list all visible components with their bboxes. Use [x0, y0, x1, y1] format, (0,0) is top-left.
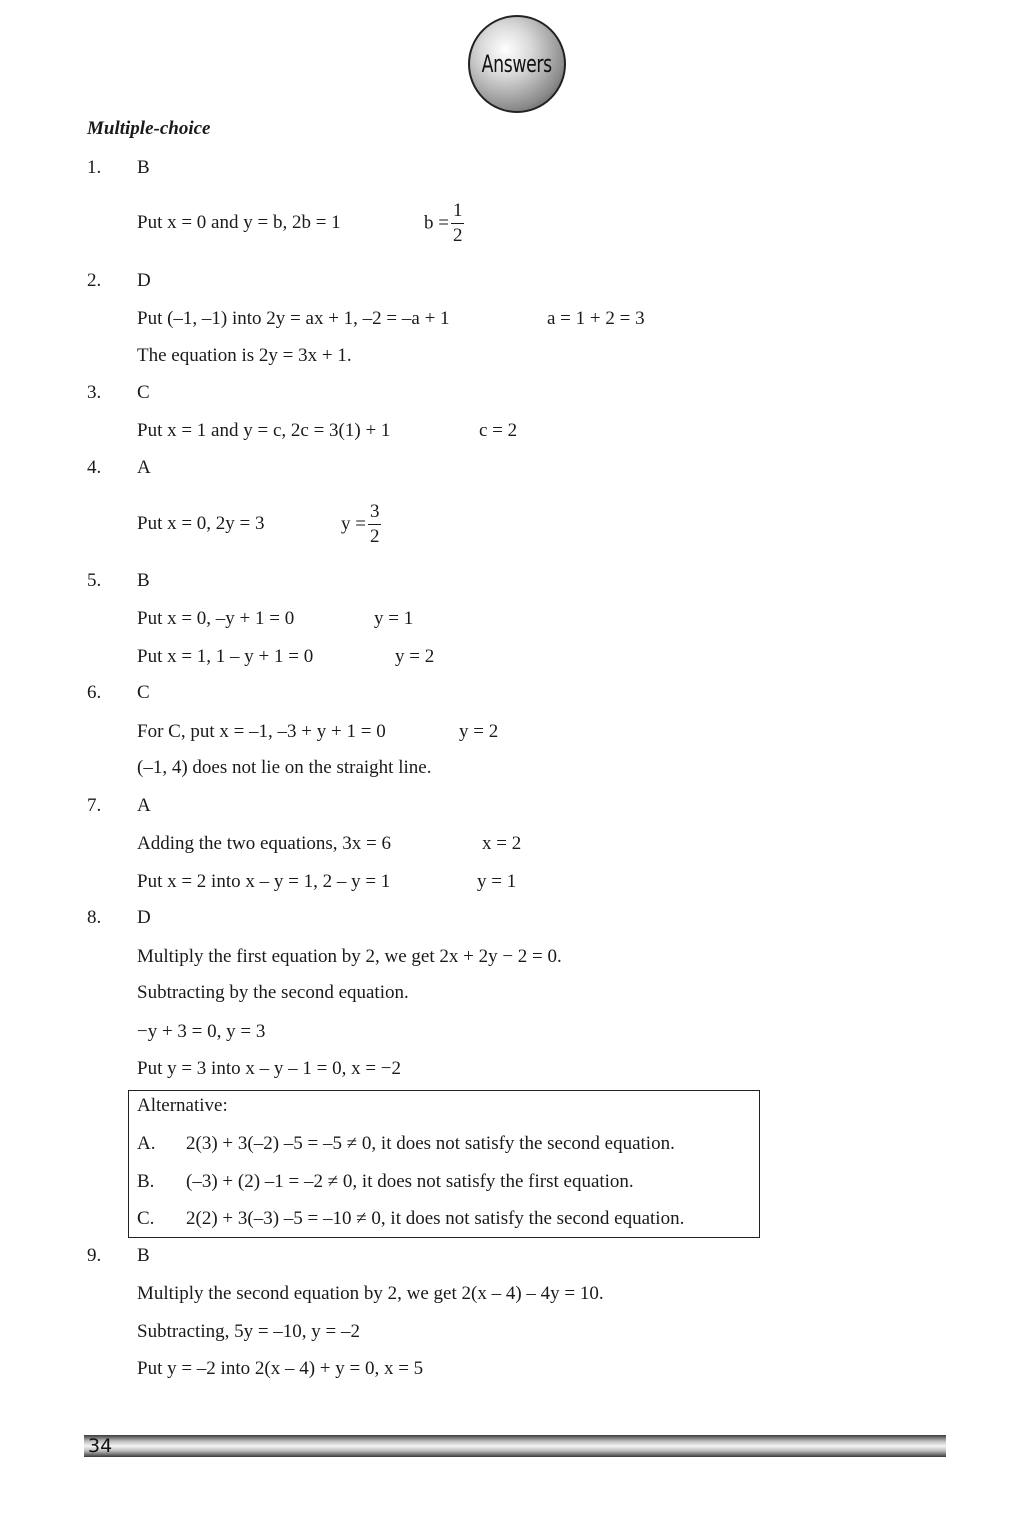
q5-number: 5. — [87, 570, 102, 591]
section-title: Multiple-choice — [87, 118, 211, 139]
q1-answer: B — [137, 157, 150, 178]
q4-number: 4. — [87, 457, 102, 478]
q7-result-1: x = 2 — [482, 833, 522, 854]
q5-result-1: y = 1 — [374, 608, 414, 629]
q4-result-lhs: y = — [341, 513, 366, 535]
q8-answer: D — [137, 907, 151, 928]
q5-answer: B — [137, 570, 150, 591]
q8-step-2: Subtracting by the second equation. — [137, 982, 409, 1003]
q1-frac-num: 1 — [451, 199, 465, 224]
q1-fraction — [451, 199, 465, 248]
q7-number: 7. — [87, 795, 102, 816]
alt-c-letter: C. — [137, 1208, 155, 1229]
q7-working-2: Put x = 2 into x – y = 1, 2 – y = 1 — [137, 871, 391, 892]
q6-result: y = 2 — [459, 721, 499, 742]
answers-badge — [468, 15, 566, 113]
alternative-title: Alternative: — [137, 1095, 228, 1116]
alt-a-letter: A. — [137, 1133, 156, 1154]
page-number: 34 — [88, 1435, 113, 1457]
q9-answer: B — [137, 1245, 150, 1266]
q1-working: Put x = 0 and y = b, 2b = 1 — [137, 212, 341, 233]
q6-conclusion: (–1, 4) does not lie on the straight line. — [137, 757, 432, 778]
q4-fraction — [368, 500, 382, 549]
q5-working-2: Put x = 1, 1 – y + 1 = 0 — [137, 646, 314, 667]
q1-frac-den: 2 — [452, 225, 463, 246]
q8-step-1: Multiply the first equation by 2, we get 2x + 2y − 2 = 0. — [137, 946, 562, 967]
q6-number: 6. — [87, 682, 102, 703]
q1-result-lhs: b = — [424, 212, 449, 234]
q4-result — [341, 500, 381, 549]
q3-number: 3. — [87, 382, 102, 403]
q4-answer: A — [137, 457, 151, 478]
q1-result — [424, 199, 464, 248]
q9-step-2: Subtracting, 5y = –10, y = –2 — [137, 1321, 361, 1342]
q5-working-1: Put x = 0, –y + 1 = 0 — [137, 608, 295, 629]
alt-a-text: 2(3) + 3(–2) –5 = –5 ≠ 0, it does not satisfy the second equation. — [186, 1133, 675, 1154]
q7-working-1: Adding the two equations, 3x = 6 — [137, 833, 391, 854]
footer-bar — [84, 1435, 946, 1457]
q7-result-2: y = 1 — [477, 871, 517, 892]
q9-step-3: Put y = –2 into 2(x – 4) + y = 0, x = 5 — [137, 1358, 424, 1379]
q4-frac-den: 2 — [369, 526, 380, 547]
q8-step-3: −y + 3 = 0, y = 3 — [137, 1021, 266, 1042]
q2-result: a = 1 + 2 = 3 — [547, 308, 645, 329]
q9-number: 9. — [87, 1245, 102, 1266]
q5-result-2: y = 2 — [395, 646, 435, 667]
q8-step-4: Put y = 3 into x – y – 1 = 0, x = −2 — [137, 1058, 402, 1079]
q6-working: For C, put x = –1, –3 + y + 1 = 0 — [137, 721, 386, 742]
q6-answer: C — [137, 682, 150, 703]
q2-equation: The equation is 2y = 3x + 1. — [137, 345, 352, 366]
q7-answer: A — [137, 795, 151, 816]
alt-c-text: 2(2) + 3(–3) –5 = –10 ≠ 0, it does not satisfy the second equation. — [186, 1208, 685, 1229]
alt-b-text: (–3) + (2) –1 = –2 ≠ 0, it does not satisfy the first equation. — [186, 1171, 634, 1192]
q3-answer: C — [137, 382, 150, 403]
badge-label: Answers — [481, 50, 553, 78]
q2-number: 2. — [87, 270, 102, 291]
q1-number: 1. — [87, 157, 102, 178]
q4-working: Put x = 0, 2y = 3 — [137, 513, 265, 534]
q4-frac-num: 3 — [368, 500, 382, 525]
alt-b-letter: B. — [137, 1171, 155, 1192]
q9-step-1: Multiply the second equation by 2, we get 2(x – 4) – 4y = 10. — [137, 1283, 604, 1304]
q3-working: Put x = 1 and y = c, 2c = 3(1) + 1 — [137, 420, 391, 441]
q2-working: Put (–1, –1) into 2y = ax + 1, –2 = –a + 1 — [137, 308, 450, 329]
q2-answer: D — [137, 270, 151, 291]
q3-result: c = 2 — [479, 420, 518, 441]
q8-number: 8. — [87, 907, 102, 928]
